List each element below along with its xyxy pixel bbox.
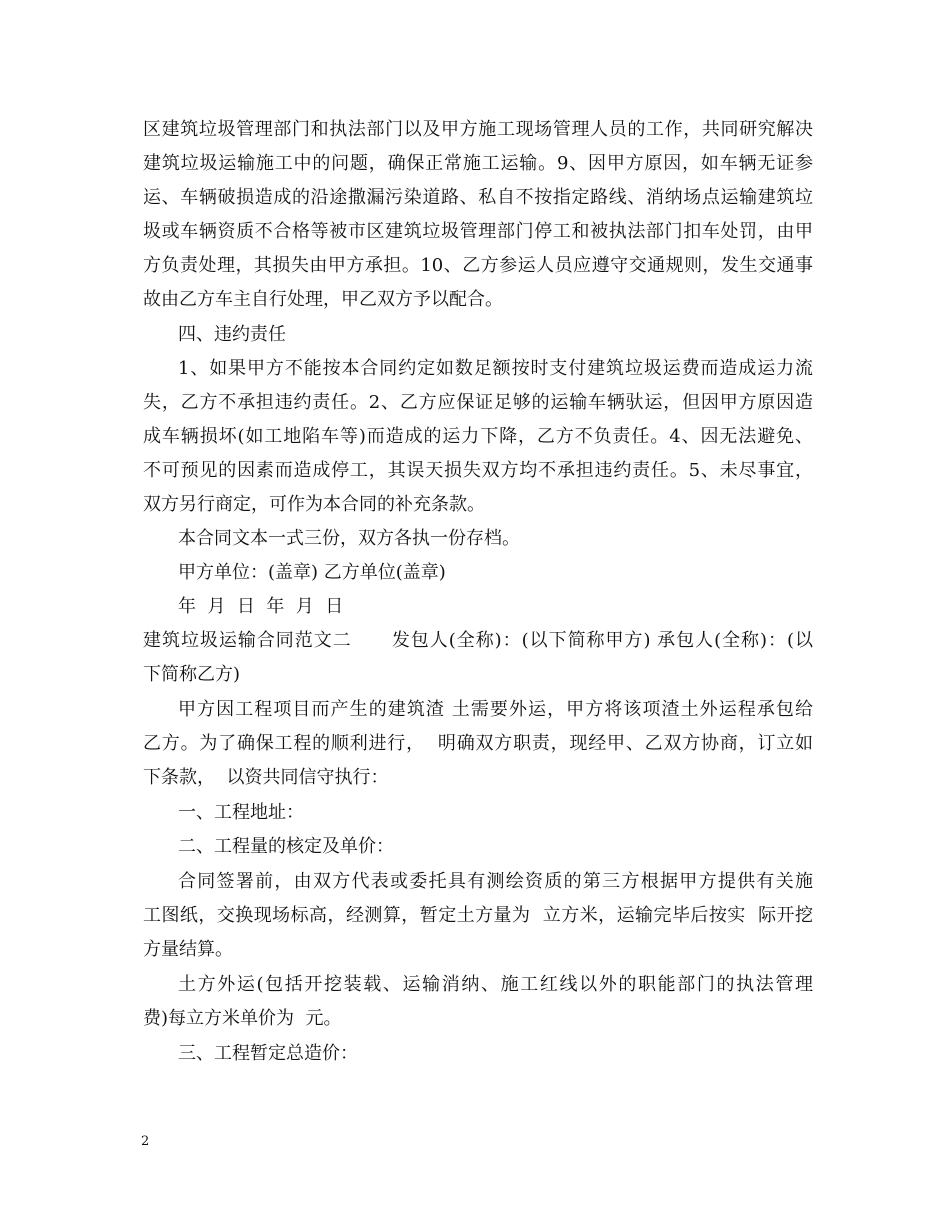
section-heading: 三、工程暂定总造价： [178,1043,358,1064]
text-line: 甲方因工程项目而产生的建筑渣 土需要外运，甲方将该项渣土外运程承包给 [178,699,813,720]
section-title: 建筑垃圾运输合同范文二 发包人(全称)：(以下简称甲方) 承包人(全称)：(以 [143,630,813,651]
signature-line: 甲方单位：(盖章) 乙方单位(盖章) [178,562,446,583]
text-line: 土方外运(包括开挖装载、运输消纳、施工红线以外的职能部门的执法管理 [178,974,813,995]
text-line: 方负责处理，其损失由甲方承担。10、乙方参运人员应遵守交通规则，发生交通事 [143,255,813,276]
text-line: 乙方。为了确保工程的顺利进行， 明确双方职责，现经甲、乙双方协商，订立如 [143,733,813,754]
text-line: 运、车辆破损造成的沿途撒漏污染道路、私自不按指定路线、消纳场点运输建筑垃 [143,187,813,208]
text-line: 下简称乙方) [143,664,241,685]
section-heading: 二、工程量的核定及单价： [178,836,394,857]
text-line: 区建筑垃圾管理部门和执法部门以及甲方施工现场管理人员的工作，共同研究解决 [143,119,813,140]
text-line: 合同签署前，由双方代表或委托具有测绘资质的第三方根据甲方提供有关施 [178,871,813,892]
text-line: 费)每立方米单价为 元。 [143,1008,342,1029]
date-line: 年 月 日 年 月 日 [178,596,344,617]
text-line: 圾或车辆资质不合格等被市区建筑垃圾管理部门停工和被执法部门扣车处罚，由甲 [143,221,813,242]
text-line: 1、如果甲方不能按本合同约定如数足额按时支付建筑垃圾运费而造成运力流 [178,358,813,379]
text-line: 建筑垃圾运输施工中的问题，确保正常施工运输。9、因甲方原因，如车辆无证参 [143,153,813,174]
text-line: 双方另行商定，可作为本合同的补充条款。 [143,494,485,515]
page-number: 2 [141,1134,150,1149]
text-line: 不可预见的因素而造成停工，其误天损失双方均不承担违约责任。5、未尽事宜， [143,460,813,481]
text-line: 工图纸，交换现场标高，经测算，暂定土方量为 立方米，运输完毕后按实 际开挖 [143,905,813,926]
text-line: 故由乙方车主自行处理，甲乙双方予以配合。 [143,289,503,310]
text-line: 下条款， 以资共同信守执行： [143,767,389,788]
text-line: 成车辆损坏(如工地陷车等)而造成的运力下降，乙方不负责任。4、因无法避免、 [143,426,813,447]
text-line: 本合同文本一式三份，双方各执一份存档。 [178,528,520,549]
text-line: 方量结算。 [143,939,233,960]
section-heading: 一、工程地址： [178,802,304,823]
text-line: 失，乙方不承担违约责任。2、乙方应保证足够的运输车辆驮运，但因甲方原因造 [143,392,813,413]
section-heading: 四、违约责任 [178,324,286,345]
